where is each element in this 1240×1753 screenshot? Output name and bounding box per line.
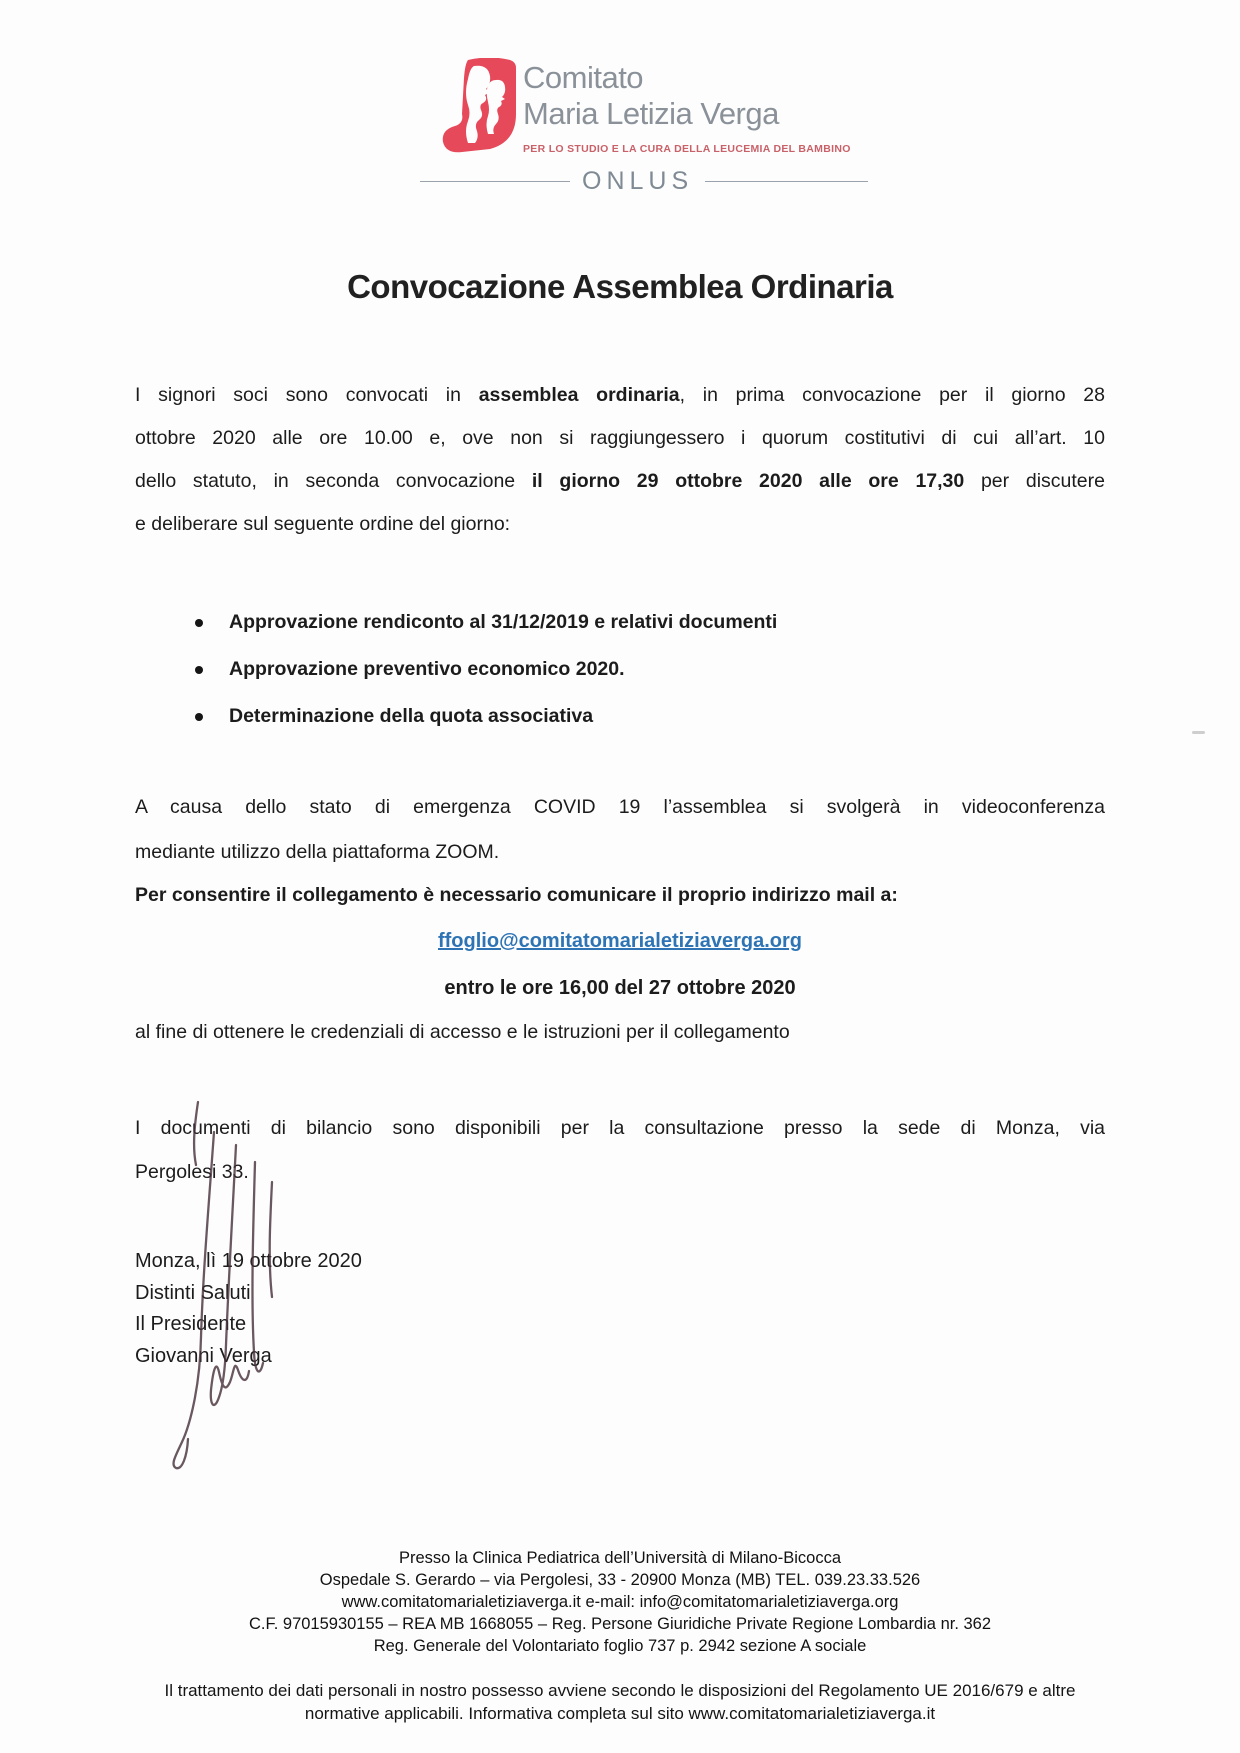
onlus-right-rule — [705, 181, 868, 182]
text-line: I documenti di bilancio sono disponibili per la consultazione presso la sede di Monza, via — [135, 1117, 1105, 1139]
text-line: mediante utilizzo della piattaforma ZOOM. — [135, 841, 500, 863]
mail-instruction: Per consentire il collegamento è necessario comunicare il proprio indirizzo mail a: — [135, 884, 898, 906]
privacy-line: Il trattamento dei dati personali in nostro possesso avviene secondo le disposizioni del Regolamento UE 2016/679 e altre — [164, 1681, 1076, 1700]
agenda-item: Approvazione preventivo economico 2020. — [135, 646, 1105, 693]
deadline-line: entro le ore 16,00 del 27 ottobre 2020 — [444, 977, 796, 999]
salutation: Distinti Saluti — [135, 1281, 251, 1304]
text-line: A causa dello stato di emergenza COVID 19 l’assemblea si svolgerà in videoconferenza — [135, 796, 1105, 818]
document-title: Convocazione Assemblea Ordinaria — [347, 268, 893, 305]
signature-block — [135, 1246, 362, 1372]
text-line: dello statuto, in seconda convocazione il giorno 29 ottobre 2020 alle ore 17,30 per discutere — [135, 470, 1105, 492]
agenda-item: Approvazione rendiconto al 31/12/2019 e relativi documenti — [135, 599, 1105, 646]
documents-paragraph — [135, 1106, 1105, 1194]
footer-line: Reg. Generale del Volontariato foglio 737 p. 2942 sezione A sociale — [373, 1637, 867, 1655]
bullet-icon — [195, 666, 203, 674]
onlus-label: ONLUS — [582, 167, 694, 195]
text-line: I signori soci sono convocati in assemblea ordinaria, in prima convocazione per il giorno 28 — [135, 384, 1105, 406]
signer-name: Giovanni Verga — [135, 1344, 272, 1367]
email-link[interactable]: ffoglio@comitatomarialetiziaverga.org — [437, 930, 802, 952]
email-line — [135, 930, 1105, 953]
text-line: Pergolesi 33. — [135, 1161, 249, 1183]
bullet-icon — [195, 713, 203, 721]
footer-line: Ospedale S. Gerardo – via Pergolesi, 33 - 20900 Monza (MB) TEL. 039.23.33.526 — [319, 1571, 921, 1589]
text-line: e deliberare sul seguente ordine del giorno: — [135, 513, 511, 535]
privacy-disclaimer — [20, 1679, 1220, 1725]
comitato-logo-icon — [438, 58, 516, 158]
footer-line: www.comitatomarialetiziaverga.it e-mail: info@comitatomarialetiziaverga.org — [341, 1593, 899, 1611]
text-line: ottobre 2020 alle ore 10.00 e, ove non si raggiungessero i quorum costitutivi di cui all’art. 10 — [135, 427, 1105, 449]
org-name-line1: Comitato — [523, 60, 644, 95]
footer-line: Presso la Clinica Pediatrica dell’Università di Milano-Bicocca — [398, 1549, 841, 1567]
footer-line: C.F. 97015930155 – REA MB 1668055 – Reg. Persone Giuridiche Private Regione Lombardia nr. 362 — [248, 1615, 992, 1633]
place-date: Monza, lì 19 ottobre 2020 — [135, 1250, 362, 1272]
bullet-icon — [195, 619, 203, 627]
org-name-line2: Maria Letizia Verga — [523, 96, 779, 131]
org-name — [523, 60, 779, 132]
agenda-list — [135, 599, 1105, 740]
credentials-note: al fine di ottenere le credenziali di accesso e le istruzioni per il collegamento — [135, 1021, 790, 1043]
org-tagline: PER LO STUDIO E LA CURA DELLA LEUCEMIA DEL BAMBINO — [523, 143, 851, 155]
onlus-banner — [420, 167, 868, 196]
signer-role: Il Presidente — [135, 1313, 247, 1335]
intro-paragraph — [135, 374, 1105, 546]
agenda-item: Determinazione della quota associativa — [135, 693, 1105, 740]
privacy-line: normative applicabili. Informativa completa sul sito www.comitatomarialetiziaverga.it — [304, 1704, 936, 1723]
letterhead-footer — [20, 1547, 1220, 1657]
scan-artifact — [1192, 731, 1205, 734]
covid-paragraph — [135, 785, 1105, 875]
onlus-left-rule — [420, 181, 570, 182]
